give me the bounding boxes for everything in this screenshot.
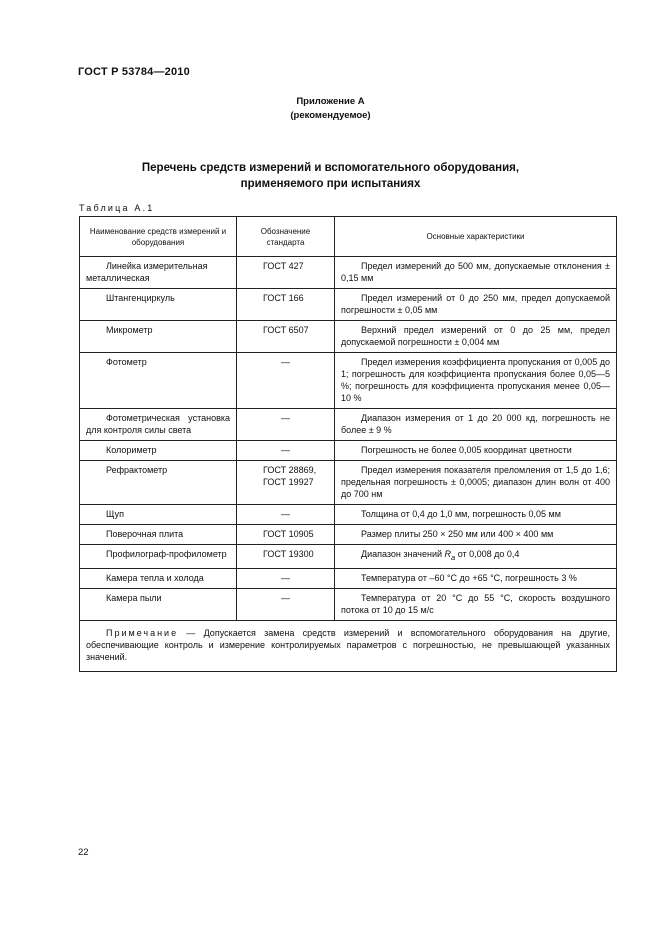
cell-name [80,588,237,620]
cell-standard: — [237,353,335,409]
table-header-row [80,217,617,257]
cell-name [80,441,237,461]
name-text: Фотометр [106,357,147,367]
table-row [80,525,617,545]
cell-standard: — [237,588,335,620]
cell-standard: — [237,409,335,441]
chars-text [341,548,610,564]
cell-characteristics [335,588,617,620]
standard-code: ГОСТ Р 53784—2010 [78,66,190,78]
cell-name [80,525,237,545]
name-text: Штангенциркуль [106,293,175,303]
name-text: Линейка измерительная металлическая [86,261,208,283]
chars-suffix: от 0,008 до 0,4 [455,549,520,559]
title-line-1: Перечень средств измерений и вспомогательного оборудования, [141,162,520,174]
header-standard: Обозначение стандарта [237,217,335,257]
cell-name [80,257,237,289]
name-text: Фотометрическая установка для контроля силы света [86,413,230,435]
table-note-row [80,620,617,671]
chars-text: Предел измерений от 0 до 250 мм, предел допускаемой погрешности ± 0,05 мм [341,293,610,315]
name-text: Профилограф-профилометр [106,549,227,559]
cell-name [80,545,237,569]
appendix-status: (рекомендуемое) [290,110,371,121]
table-label: Таблица А.1 [79,203,155,213]
cell-name [80,505,237,525]
header-name: Наименование средств измерений и оборудования [80,217,237,257]
cell-characteristics [335,505,617,525]
page-number: 22 [78,847,89,858]
table-row [80,588,617,620]
cell-standard: ГОСТ 166 [237,289,335,321]
cell-characteristics [335,321,617,353]
cell-standard: ГОСТ 427 [237,257,335,289]
cell-characteristics [335,441,617,461]
chars-text: Предел измерения коэффициента пропускания от 0,005 до 1; погрешность для коэффициента пропускания более 0,05—5 %; погрешность для коэффициента пропускания менее 0,05—10 % [341,357,610,403]
cell-name [80,321,237,353]
cell-name [80,568,237,588]
chars-text: Температура от –60 °С до +65 °С, погрешность 3 % [361,572,577,583]
chars-text: Диапазон измерения от 1 до 20 000 кд, погрешность не более ± 9 % [341,413,610,435]
note-text [86,627,610,663]
name-text: Камера тепла и холода [106,572,204,583]
cell-name [80,461,237,505]
table-row [80,289,617,321]
note-body: — Допускается замена средств измерений и вспомогательного оборудования на другие, обеспечивающие контроль и измерение контролируемых параметров с погрешностью, не превышающей указанных значений. [86,627,610,662]
cell-name [80,353,237,409]
cell-standard: — [237,568,335,588]
table-row [80,505,617,525]
title-line-2: применяемого при испытаниях [240,178,421,190]
cell-characteristics [335,525,617,545]
table-row [80,545,617,569]
roughness-subscript: a [451,552,456,562]
document-title [0,160,661,192]
chars-text: Верхний предел измерений от 0 до 25 мм, предел допускаемой погрешности ± 0,004 мм [341,325,610,347]
equipment-table [79,216,617,672]
table-row [80,461,617,505]
cell-standard: — [237,441,335,461]
header-characteristics: Основные характеристики [335,217,617,257]
chars-text: Температура от 20 °С до 55 °С, скорость воздушного потока от 10 до 15 м/с [341,592,610,615]
cell-name [80,289,237,321]
appendix-title: Приложение А [296,96,365,107]
cell-standard: ГОСТ 10905 [237,525,335,545]
cell-characteristics [335,289,617,321]
cell-standard: ГОСТ 6507 [237,321,335,353]
cell-characteristics [335,409,617,441]
table-row [80,257,617,289]
chars-text: Размер плиты 250 × 250 мм или 400 × 400 мм [361,529,554,539]
cell-name [80,409,237,441]
cell-standard: ГОСТ 28869, ГОСТ 19927 [237,461,335,505]
cell-characteristics [335,545,617,569]
cell-standard: ГОСТ 19300 [237,545,335,569]
chars-text: Предел измерений до 500 мм, допускаемые отклонения ± 0,15 мм [341,261,610,283]
cell-characteristics [335,257,617,289]
table-row [80,353,617,409]
chars-text: Предел измерения показателя преломления от 1,5 до 1,6; предельная погрешность ± 0,0005; диапазон длин волн от 400 до 700 нм [341,465,610,499]
table-row [80,568,617,588]
cell-characteristics [335,461,617,505]
table-row [80,441,617,461]
chars-text: Толщина от 0,4 до 1,0 мм, погрешность 0,05 мм [361,509,561,519]
table-row [80,409,617,441]
cell-characteristics [335,568,617,588]
name-text: Микрометр [106,325,153,335]
name-text: Рефрактометр [106,465,168,475]
name-text: Поверочная плита [106,529,184,539]
name-text: Камера пыли [106,592,162,603]
table-note [80,620,617,671]
table-row [80,321,617,353]
chars-prefix: Диапазон значений [361,549,445,559]
name-text: Колориметр [106,445,157,455]
name-text: Щуп [106,509,125,519]
cell-characteristics [335,353,617,409]
note-label: Примечание [106,627,179,638]
cell-standard: — [237,505,335,525]
roughness-symbol: R [444,549,452,559]
chars-text: Погрешность не более 0,005 координат цветности [361,445,572,455]
